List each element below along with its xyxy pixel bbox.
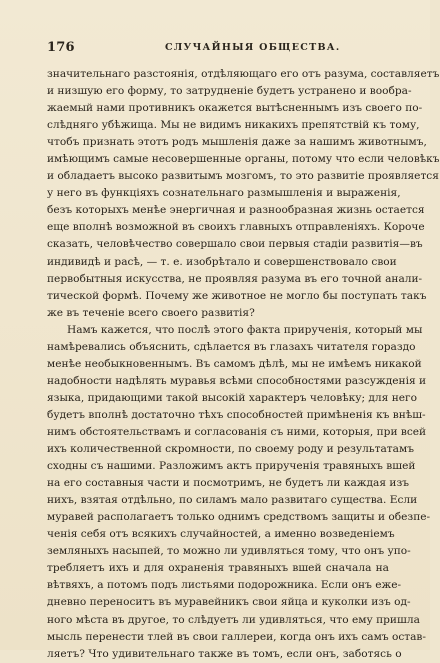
- text-line: чтобъ признать этотъ родъ мышленія даже за нашимъ животнымъ,: [47, 136, 427, 149]
- text-line: и обладаетъ высоко развитымъ мозгомъ, то это развитіе проявляется: [47, 170, 439, 183]
- text-line: слѣдняго убѣжища. Мы не видимъ никакихъ препятствій къ тому,: [47, 119, 420, 132]
- body-text: [47, 66, 440, 663]
- paragraph: [47, 66, 440, 322]
- text-line: будетъ вполнѣ достаточно тѣхъ способностей примѣненія къ внѣш-: [47, 408, 426, 421]
- text-line: ляетъ? Что удивительнаго также въ томъ, если онъ, заботясь о: [47, 647, 402, 660]
- text-line: нимъ обстоятельствамъ и согласованія съ ними, которыя, при всей: [47, 425, 427, 438]
- text-line: языка, придающими такой высокій характеръ человѣку; для него: [47, 391, 417, 404]
- text-line: у него въ функціяхъ сознательнаго размышленія и выраженія,: [47, 187, 401, 200]
- text-line: дневно переноситъ въ муравейникъ свои яйца и куколки изъ од-: [47, 596, 411, 609]
- text-line: имѣющимъ самые несовершенные органы, потому что если человѣкъ: [47, 153, 440, 166]
- text-line: надобности надѣлять муравья всѣми способностями разсужденія и: [47, 374, 427, 387]
- text-line: ченія себя отъ всякихъ случайностей, а именно возведеніемъ: [47, 528, 395, 541]
- text-line: тической формѣ. Почему же животное не могло бы поступать такъ: [47, 289, 427, 302]
- text-line: еще вполнѣ возможной въ своихъ главныхъ отправленіяхъ. Короче: [47, 221, 425, 234]
- text-line: на его составныя части и посмотримъ, не будетъ ли каждая изъ: [47, 477, 409, 490]
- text-line: вѣтвяхъ, а потомъ подъ листьями подорожника. Если онъ еже-: [47, 579, 402, 592]
- text-line: значительнаго разстоянія, отдѣляющаго его отъ разума, составляетъ: [47, 68, 440, 80]
- paragraph: [47, 322, 431, 663]
- text-line: и низшую его форму, то затрудненіе будетъ устранено и вообра-: [47, 85, 412, 98]
- text-line: требляетъ ихъ и для охраненія травяныхъ вшей сначала на: [47, 562, 389, 575]
- text-line: сходны съ нашими. Разложимъ актъ прирученія травяныхъ вшей: [47, 460, 416, 473]
- text-line: земляныхъ насыпей, то можно ли удивляться тому, что онъ упо-: [47, 545, 411, 558]
- running-title: СЛУЧАЙНЫЯ ОБЩЕСТВА.: [165, 42, 341, 53]
- text-line: жаемый нами противникъ окажется вытѣсненнымъ изъ своего по-: [47, 102, 423, 115]
- text-line: первобытныя искусства, не проявляя разума въ его точной анали-: [47, 272, 423, 285]
- text-line: нихъ, взятая отдѣльно, по силамъ мало развитаго существа. Если: [47, 494, 418, 507]
- text-line: намѣревались объяснить, сдѣлается въ глазахъ читателя гораздо: [47, 340, 416, 353]
- text-line: сказать, человѣчество совершало свои первыя стадіи развитія—въ: [47, 238, 423, 251]
- text-line: мысль перенести тлей въ свои галлереи, когда онъ ихъ самъ остав-: [47, 630, 426, 643]
- page-header: [47, 40, 389, 56]
- text-line: индивидѣ и расѣ, — т. е. изобрѣтало и совершенствовало свои: [47, 255, 397, 268]
- text-line: менѣе необыкновеннымъ. Въ самомъ дѣлѣ, мы не имѣемъ никакой: [47, 357, 422, 370]
- text-line: ного мѣста въ другое, то слѣдуетъ ли удивляться, что ему пришла: [47, 613, 420, 626]
- text-line: безъ которыхъ менѣе энергичная и разнообразная жизнь остается: [47, 204, 425, 217]
- page-number: 176: [47, 40, 75, 55]
- text-line: ихъ количественной скромности, по своему роду и результатамъ: [47, 443, 414, 456]
- text-line: муравей располагаетъ только однимъ средствомъ защиты и обезпе-: [47, 511, 431, 524]
- text-line: Намъ кажется, что послѣ этого факта прирученія, который мы: [67, 323, 423, 336]
- text-line: же въ теченіе всего своего развитія?: [47, 306, 255, 319]
